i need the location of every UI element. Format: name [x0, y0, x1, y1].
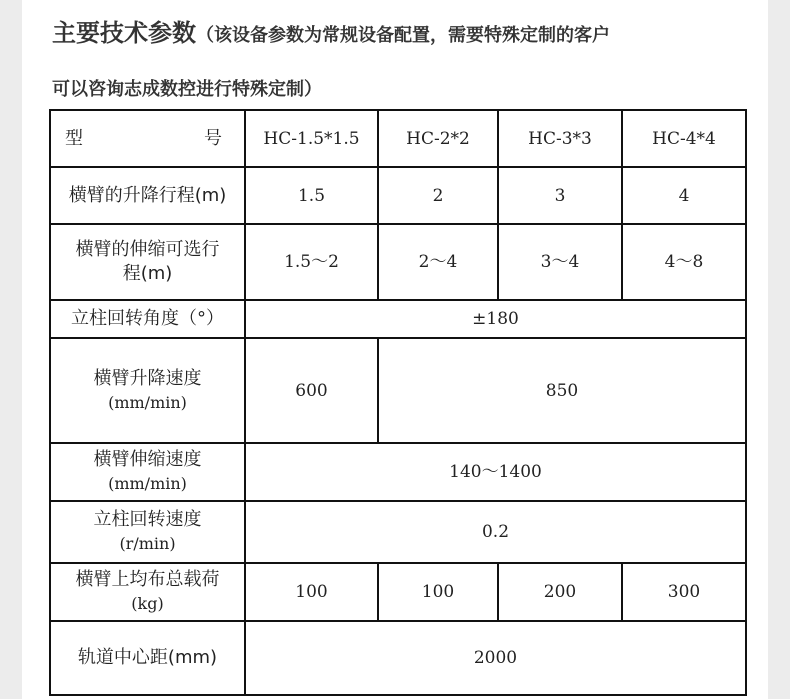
row-label: [50, 563, 245, 621]
table-row-load: [50, 563, 746, 621]
value-cell: 2: [378, 167, 498, 224]
table-row-lift-speed: [50, 338, 746, 443]
heading-note-line1: （该设备参数为常规设备配置，需要特殊定制的客户: [196, 25, 610, 46]
value-cell: 3: [498, 167, 622, 224]
value-cell: 0.2: [245, 501, 746, 563]
table-row-rail-distance: [50, 621, 746, 695]
row-label-line1: 横臂升降速度: [93, 367, 202, 389]
heading-title: 主要技术参数: [52, 19, 196, 47]
model-cell: HC-2*2: [378, 110, 498, 167]
value-cell: 600: [245, 338, 378, 443]
row-label: [50, 224, 245, 300]
row-label-line1: 横臂伸缩速度: [93, 449, 202, 470]
value-cell: 1.5: [245, 167, 378, 224]
value-cell: 3～4: [498, 224, 622, 300]
model-cell: HC-3*3: [498, 110, 622, 167]
row-label-line2: (kg): [131, 594, 164, 613]
model-header-cell: [50, 110, 245, 167]
table-row-column-angle: [50, 300, 746, 338]
row-label-line1: 横臂上均布总载荷: [75, 569, 220, 590]
model-cell: HC-4*4: [622, 110, 746, 167]
spec-heading: [52, 6, 752, 117]
value-cell: 1.5～2: [245, 224, 378, 300]
row-label-line2: 程(m): [122, 263, 173, 284]
table-row-model: [50, 110, 746, 167]
row-label: [50, 501, 245, 563]
value-cell: 2000: [245, 621, 746, 695]
value-cell: 100: [245, 563, 378, 621]
table-row-rotate-speed: [50, 501, 746, 563]
value-cell: 2～4: [378, 224, 498, 300]
content-panel: [22, 0, 768, 699]
row-label: 横臂的升降行程(m): [50, 167, 245, 224]
heading-note-line2: 可以咨询志成数控进行特殊定制）: [52, 79, 322, 100]
spec-table: [49, 109, 747, 696]
value-cell: 4～8: [622, 224, 746, 300]
model-label-a: 型: [65, 127, 83, 149]
row-label-line2: (mm/min): [108, 474, 187, 493]
value-cell: 4: [622, 167, 746, 224]
row-label-line2: (mm/min): [108, 392, 187, 412]
table-row-extend-range: [50, 224, 746, 300]
row-label-line1: 横臂的伸缩可选行: [75, 239, 220, 260]
table-row-lift-travel: [50, 167, 746, 224]
row-label: [50, 338, 245, 443]
row-label-line1: 立柱回转速度: [93, 509, 202, 530]
value-cell: ±180: [245, 300, 746, 338]
value-cell: 300: [622, 563, 746, 621]
row-label: 立柱回转角度（°）: [50, 300, 245, 338]
value-cell: 100: [378, 563, 498, 621]
model-cell: HC-1.5*1.5: [245, 110, 378, 167]
value-cell: 140～1400: [245, 443, 746, 501]
row-label-line2: (r/min): [119, 534, 176, 553]
model-label-b: 号: [204, 127, 222, 149]
row-label: 轨道中心距(mm): [50, 621, 245, 695]
value-cell: 850: [378, 338, 746, 443]
row-label: [50, 443, 245, 501]
table-row-extend-speed: [50, 443, 746, 501]
value-cell: 200: [498, 563, 622, 621]
